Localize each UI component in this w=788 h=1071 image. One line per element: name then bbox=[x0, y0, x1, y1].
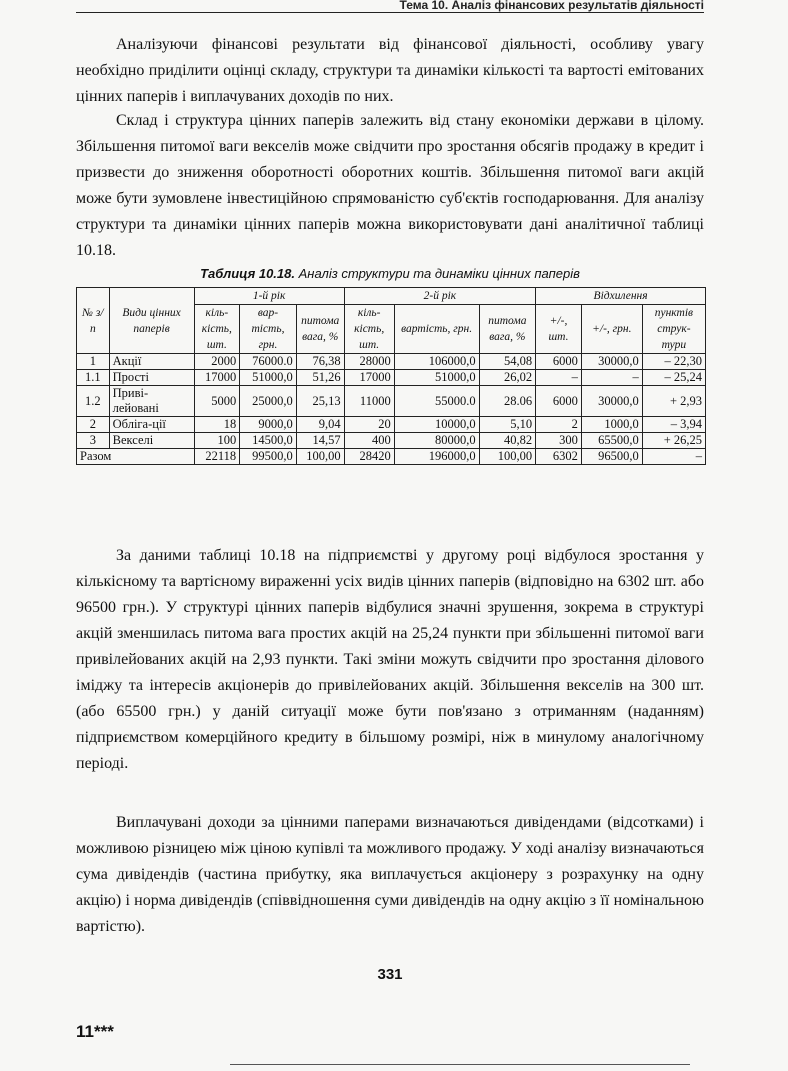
total-cell: 100,00 bbox=[479, 449, 536, 465]
row-number: 1.2 bbox=[77, 386, 110, 417]
col-dev-points: пунктів струк-тури bbox=[642, 305, 705, 354]
row-kind: Векселі bbox=[109, 433, 194, 449]
table-cell: 76000.0 bbox=[240, 354, 297, 370]
table-cell: 17000 bbox=[344, 370, 394, 386]
col-qty-1: кіль-кість, шт. bbox=[194, 305, 240, 354]
row-number: 1.1 bbox=[77, 370, 110, 386]
table-cell: – bbox=[581, 370, 642, 386]
table-cell: 65500,0 bbox=[581, 433, 642, 449]
table-cell: 2000 bbox=[194, 354, 240, 370]
table-caption-label: Таблиця 10.18. bbox=[200, 266, 295, 281]
table-cell: 26,02 bbox=[479, 370, 536, 386]
table-cell: + 26,25 bbox=[642, 433, 705, 449]
table-cell: 9000,0 bbox=[240, 417, 297, 433]
row-kind: Прості bbox=[109, 370, 194, 386]
col-value-1: вар-тість, грн. bbox=[240, 305, 297, 354]
col-deviation: Відхилення bbox=[536, 288, 706, 305]
table-cell: 5000 bbox=[194, 386, 240, 417]
total-cell: 96500,0 bbox=[581, 449, 642, 465]
table-cell: 55000.0 bbox=[394, 386, 479, 417]
table-cell: 5,10 bbox=[479, 417, 536, 433]
col-year1: 1-й рік bbox=[194, 288, 344, 305]
row-kind: Приві-лейовані bbox=[109, 386, 194, 417]
table-cell: – bbox=[536, 370, 582, 386]
table-body bbox=[77, 354, 706, 449]
total-cell: 6302 bbox=[536, 449, 582, 465]
running-header: Тема 10. Аналіз фінансових результатів діяльності bbox=[399, 0, 704, 12]
table-row bbox=[77, 354, 706, 370]
table-cell: 30000,0 bbox=[581, 354, 642, 370]
total-cell: 100,00 bbox=[296, 449, 344, 465]
table-cell: 100 bbox=[194, 433, 240, 449]
table-cell: – 25,24 bbox=[642, 370, 705, 386]
table-cell: 2 bbox=[536, 417, 582, 433]
col-qty-2: кіль-кість, шт. bbox=[344, 305, 394, 354]
col-kind: Види цінних паперів bbox=[109, 288, 194, 354]
table-cell: 51,26 bbox=[296, 370, 344, 386]
table-caption-text: Аналіз структури та динаміки цінних паперів bbox=[298, 266, 580, 281]
table-row bbox=[77, 370, 706, 386]
page-number: 331 bbox=[377, 966, 403, 983]
total-cell: 196000,0 bbox=[394, 449, 479, 465]
table-cell: 28.06 bbox=[479, 386, 536, 417]
table-row bbox=[77, 433, 706, 449]
table-cell: 1000,0 bbox=[581, 417, 642, 433]
table-row bbox=[77, 386, 706, 417]
col-dev-qty: +/-, шт. bbox=[536, 305, 582, 354]
table-cell: 14500,0 bbox=[240, 433, 297, 449]
table-cell: 20 bbox=[344, 417, 394, 433]
table-cell: 17000 bbox=[194, 370, 240, 386]
table-cell: 106000,0 bbox=[394, 354, 479, 370]
securities-table bbox=[76, 287, 706, 465]
col-year2: 2-й рік bbox=[344, 288, 536, 305]
signature-mark: 11*** bbox=[76, 1022, 114, 1041]
total-cell: 99500,0 bbox=[240, 449, 297, 465]
table-cell: 28000 bbox=[344, 354, 394, 370]
total-cell: 22118 bbox=[194, 449, 240, 465]
table-cell: 51000,0 bbox=[394, 370, 479, 386]
table-row bbox=[77, 417, 706, 433]
table-cell: – 22,30 bbox=[642, 354, 705, 370]
col-num: № з/п bbox=[77, 288, 110, 354]
row-number: 2 bbox=[77, 417, 110, 433]
header-rule bbox=[76, 12, 704, 13]
paragraph-analysis: За даними таблиці 10.18 на підприємстві у другому році відбулося зростання у кількісному та вартісному вираженні усіх видів цінних паперів (відповідно на 6302 шт. або 96500 грн.). У структурі цінних паперів відбулися значні зрушення, зокрема в структурі акцій зменшилась питома вага простих акцій на 25,24 пункти при збільшенні питомої ваги привілейованих акцій на 2,93 пункти. Такі зміни можуть свідчити про зростання ділового іміджу та інтересів акціонерів до привілейованих акцій. Збільшення векселів на 300 шт. (або 65500 грн.) у даній ситуації може бути пов'язано з отриманням (наданням) підприємством комерційного кредиту в більшому розмірі, ніж в минулому аналогічному періоді. bbox=[76, 547, 704, 772]
table-cell: 400 bbox=[344, 433, 394, 449]
footer-rule bbox=[230, 1064, 690, 1065]
table-cell: 51000,0 bbox=[240, 370, 297, 386]
table-cell: 6000 bbox=[536, 386, 582, 417]
paragraph-structure: Склад і структура цінних паперів залежить від стану економіки держави в цілому. Збільшення питомої ваги векселів може свідчити про зростання обсягів продажу в кредит і призвести до зниження оборотності оборотних коштів. Збільшення питомої ваги акцій може бути зумовлене інвестиційною спрямованістю суб'єктів господарювання. Для аналізу структури та динаміки цінних паперів можна використовувати дані аналітичної таблиці 10.18. bbox=[76, 112, 704, 259]
table-cell: 40,82 bbox=[479, 433, 536, 449]
table-cell: – 3,94 bbox=[642, 417, 705, 433]
total-cell: – bbox=[642, 449, 705, 465]
table-cell: 76,38 bbox=[296, 354, 344, 370]
row-number: 3 bbox=[77, 433, 110, 449]
table-cell: 6000 bbox=[536, 354, 582, 370]
table-caption bbox=[76, 266, 704, 281]
total-label: Разом bbox=[77, 449, 195, 465]
table-cell: + 2,93 bbox=[642, 386, 705, 417]
table-total-row bbox=[77, 449, 706, 465]
table-cell: 30000,0 bbox=[581, 386, 642, 417]
table-cell: 25,13 bbox=[296, 386, 344, 417]
paragraph-dividends: Виплачувані доходи за цінними паперами визначаються дивідендами (відсотками) і можливою різницею між ціною купівлі та можливого продажу. У ході аналізу визначаються сума дивідендів (частина прибутку, яка виплачується акціонеру з розрахунку на одну акцію) і норма дивідендів (співвідношення суми дивідендів на одну акцію з її номінальною вартістю). bbox=[76, 814, 704, 935]
table-cell: 25000,0 bbox=[240, 386, 297, 417]
col-share-1: питома вага, % bbox=[296, 305, 344, 354]
row-kind: Облігa-ції bbox=[109, 417, 194, 433]
table-cell: 300 bbox=[536, 433, 582, 449]
row-number: 1 bbox=[77, 354, 110, 370]
row-kind: Акції bbox=[109, 354, 194, 370]
table-cell: 18 bbox=[194, 417, 240, 433]
header-row-1 bbox=[77, 288, 706, 305]
col-share-2: питома вага, % bbox=[479, 305, 536, 354]
paragraph-intro: Аналізуючи фінансові результати від фінансової діяльності, особливу увагу необхідно приділити оцінці складу, структури та динаміки кількості та вартості емітованих цінних паперів і виплачуваних доходів по них. bbox=[76, 36, 704, 105]
col-value-2: вартість, грн. bbox=[394, 305, 479, 354]
table-cell: 10000,0 bbox=[394, 417, 479, 433]
total-cell: 28420 bbox=[344, 449, 394, 465]
col-dev-value: +/-, грн. bbox=[581, 305, 642, 354]
table-cell: 11000 bbox=[344, 386, 394, 417]
table-cell: 14,57 bbox=[296, 433, 344, 449]
table-cell: 54,08 bbox=[479, 354, 536, 370]
table-cell: 9,04 bbox=[296, 417, 344, 433]
table-cell: 80000,0 bbox=[394, 433, 479, 449]
